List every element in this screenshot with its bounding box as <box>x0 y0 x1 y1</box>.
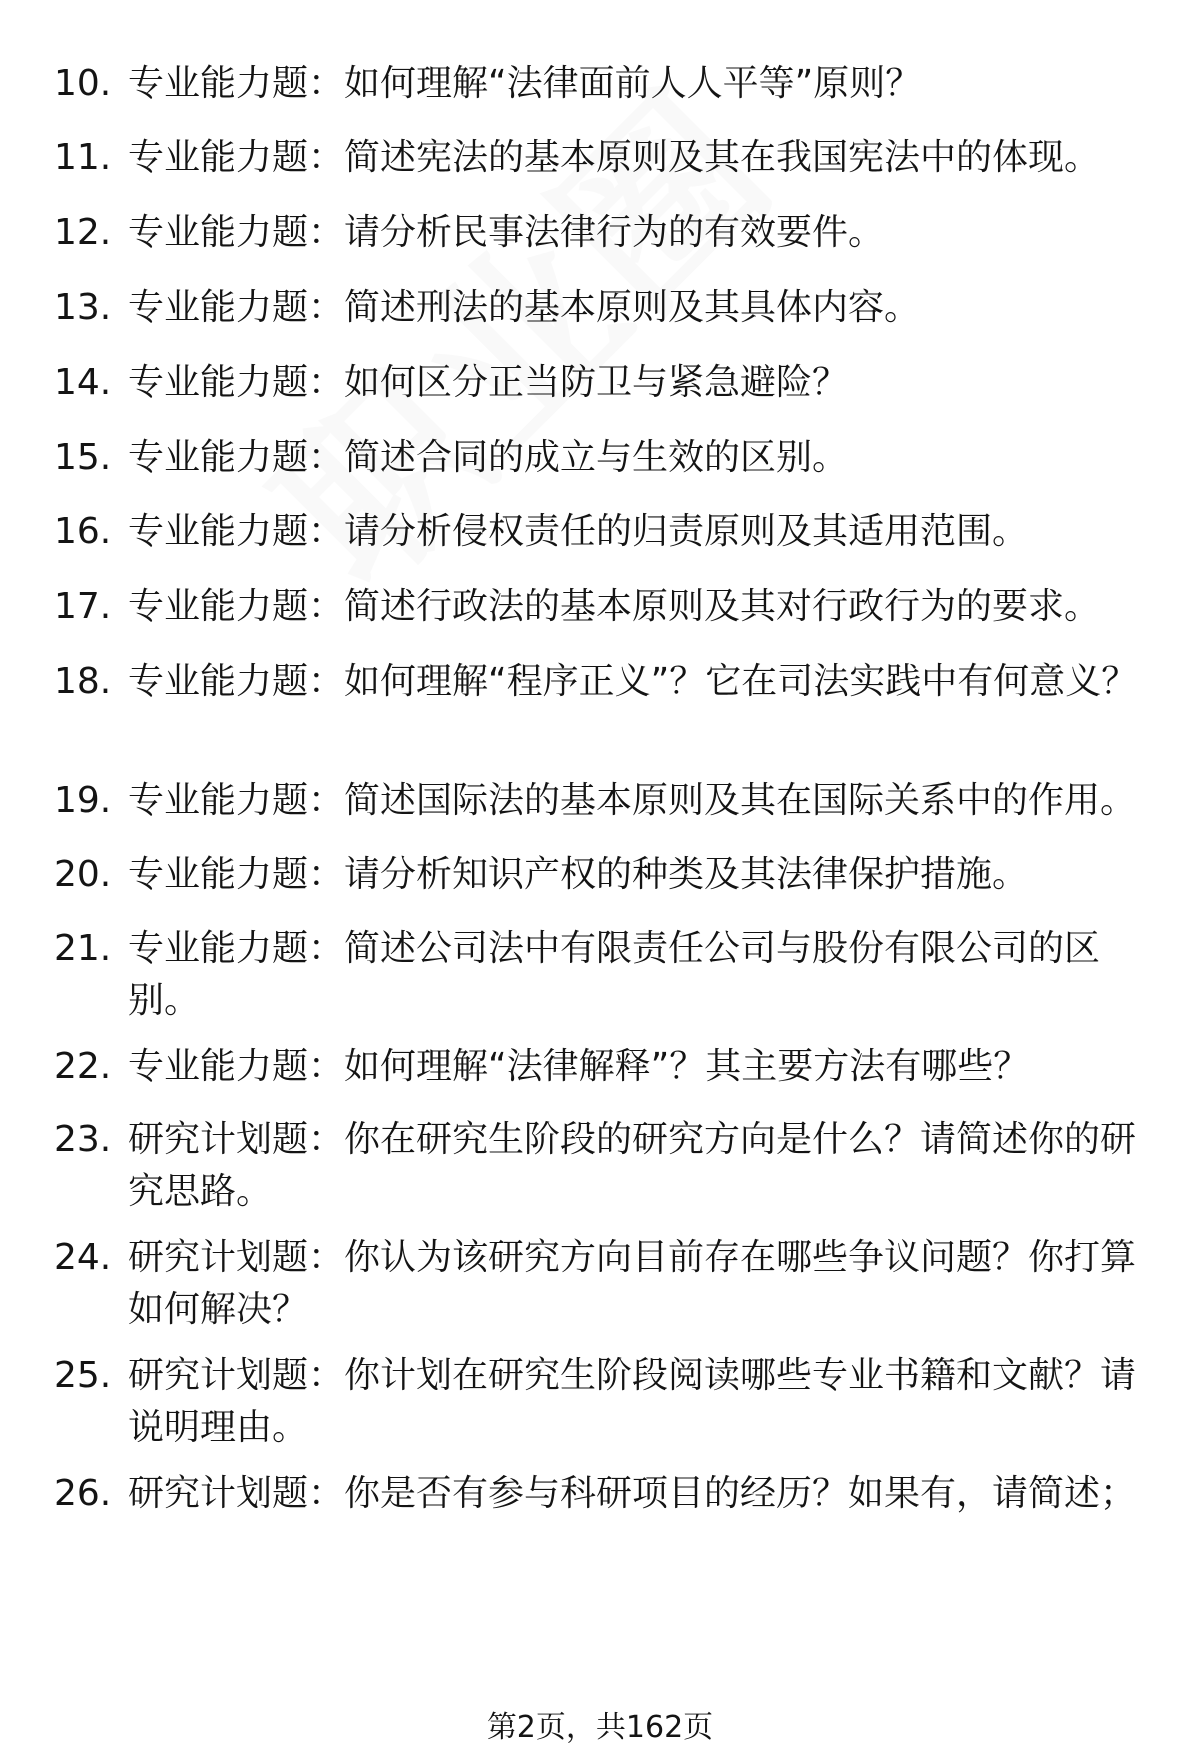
question-number: 19. <box>54 780 112 821</box>
question-text: 研究计划题：你认为该研究方向目前存在哪些争议问题？你打算如何解决？ <box>128 1237 1137 1330</box>
question-text: 专业能力题：简述国际法的基本原则及其在国际关系中的作用。 <box>128 780 1137 821</box>
question-number: 18. <box>54 661 112 702</box>
question-text: 专业能力题：请分析侵权责任的归责原则及其适用范围。 <box>128 511 1029 552</box>
question-number: 15. <box>54 437 112 478</box>
question-text: 研究计划题：你计划在研究生阶段阅读哪些专业书籍和文献？请说明理由。 <box>128 1355 1137 1448</box>
question-text: 研究计划题：你在研究生阶段的研究方向是什么？请简述你的研究思路。 <box>128 1119 1137 1212</box>
question-number: 16. <box>54 511 112 552</box>
question-number: 21. <box>54 928 112 969</box>
question-number: 20. <box>54 854 112 895</box>
question-number: 10. <box>54 63 112 104</box>
question-text: 专业能力题：如何理解“程序正义”？它在司法实践中有何意义？ <box>128 661 1138 702</box>
question-text: 专业能力题：简述刑法的基本原则及其具体内容。 <box>128 287 921 328</box>
question-number: 12. <box>54 212 112 253</box>
question-text: 专业能力题：简述公司法中有限责任公司与股份有限公司的区别。 <box>128 928 1101 1021</box>
question-text: 专业能力题：简述合同的成立与生效的区别。 <box>128 437 849 478</box>
question-text: 专业能力题：简述行政法的基本原则及其对行政行为的要求。 <box>128 586 1101 627</box>
question-number: 11. <box>54 137 112 178</box>
question-number: 25. <box>54 1355 112 1396</box>
question-text: 专业能力题：如何理解“法律面前人人平等”原则？ <box>128 63 922 104</box>
question-number: 22. <box>54 1046 112 1087</box>
question-number: 14. <box>54 362 112 403</box>
page-footer: 第2页，共162页 <box>486 1710 714 1745</box>
question-number: 26. <box>54 1473 112 1514</box>
question-text: 专业能力题：简述宪法的基本原则及其在我国宪法中的体现。 <box>128 137 1101 178</box>
question-text: 专业能力题：如何区分正当防卫与紧急避险？ <box>128 362 849 403</box>
question-text: 专业能力题：请分析知识产权的种类及其法律保护措施。 <box>128 854 1029 895</box>
question-text: 专业能力题：请分析民事法律行为的有效要件。 <box>128 212 885 253</box>
question-number: 13. <box>54 287 112 328</box>
question-number: 24. <box>54 1237 112 1278</box>
question-number: 17. <box>54 586 112 627</box>
question-text: 研究计划题：你是否有参与科研项目的经历？如果有，请简述； <box>128 1473 1137 1514</box>
question-number: 23. <box>54 1119 112 1160</box>
question-text: 专业能力题：如何理解“法律解释”？其主要方法有哪些？ <box>128 1046 1030 1087</box>
